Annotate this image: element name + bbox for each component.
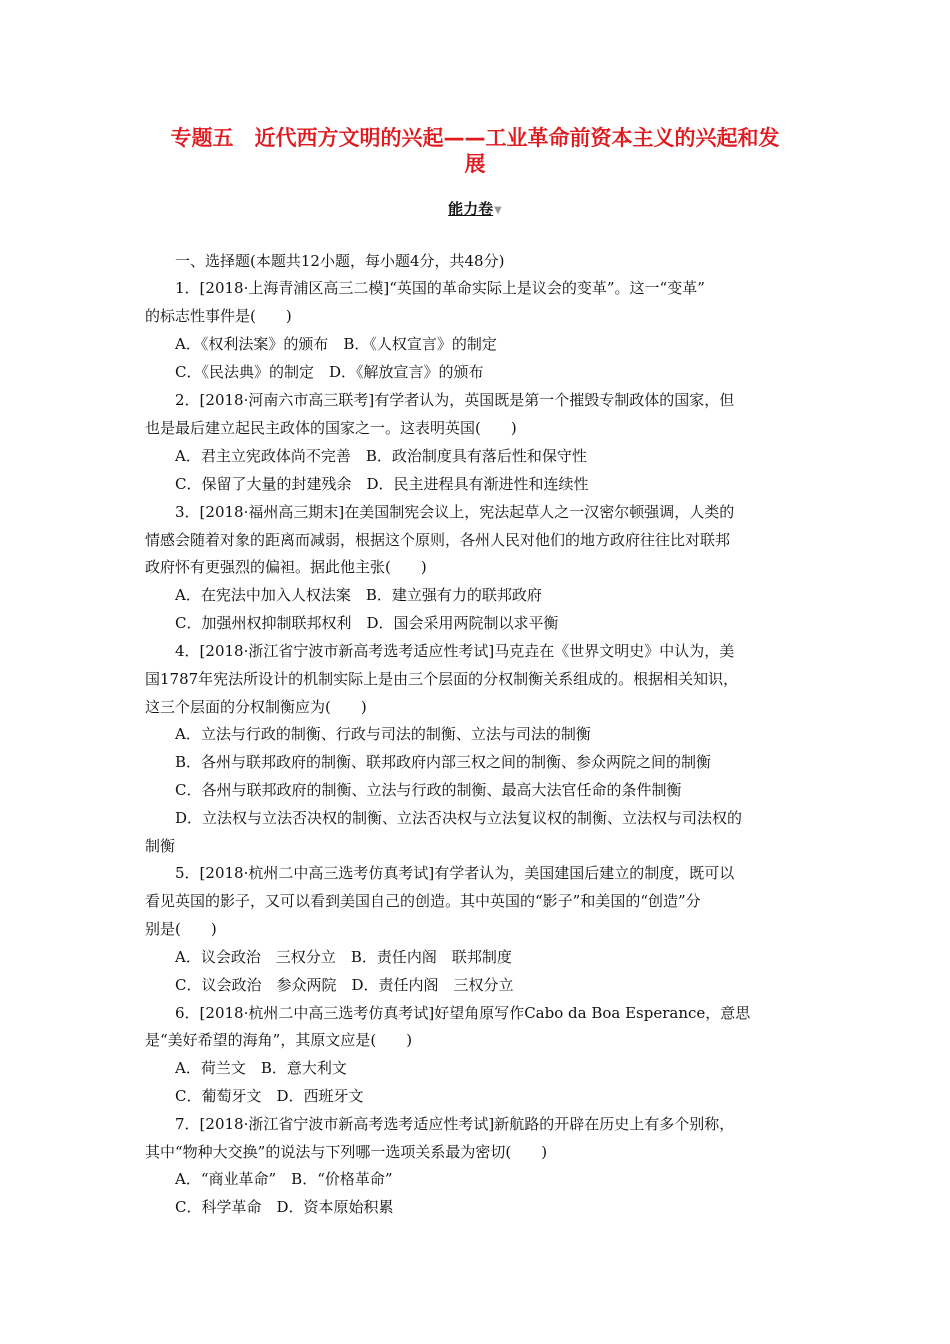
question-5-options-ab: A．议会政治 三权分立 B．责任内阁 联邦制度 xyxy=(175,948,512,966)
question-1-options-cd: C．《民法典》的制定 D．《解放宣言》的颁布 xyxy=(175,363,484,381)
subtitle-text: 能力卷 xyxy=(448,200,494,218)
section-subtitle xyxy=(0,198,950,219)
question-5-line-3: 别是( ) xyxy=(145,920,217,938)
question-4-option-d-cont: 制衡 xyxy=(145,837,176,855)
question-1-line-1: 1．[2018·上海青浦区高三二模]“英国的革命实际上是议会的变革”。这一“变革” xyxy=(175,279,705,297)
question-7-options-cd: C．科学革命 D．资本原始积累 xyxy=(175,1198,394,1216)
question-3-options-cd: C．加强州权抑制联邦权利 D．国会采用两院制以求平衡 xyxy=(175,614,559,632)
question-7-options-ab: A．“商业革命” B．“价格革命” xyxy=(175,1170,393,1188)
question-4-option-b: B．各州与联邦政府的制衡、联邦政府内部三权之间的制衡、参众两院之间的制衡 xyxy=(175,753,712,771)
question-3-line-3: 政府怀有更强烈的偏袒。据此他主张( ) xyxy=(145,558,427,576)
question-5-line-2: 看见英国的影子，又可以看到美国自己的创造。其中英国的“影子”和美国的“创造”分 xyxy=(145,892,701,910)
question-2-line-2: 也是最后建立起民主政体的国家之一。这表明英国( ) xyxy=(145,419,517,437)
question-5-line-1: 5．[2018·杭州二中高三选考仿真考试]有学者认为，美国建国后建立的制度，既可以 xyxy=(175,864,735,882)
question-5-options-cd: C．议会政治 参众两院 D．责任内阁 三权分立 xyxy=(175,976,514,994)
question-2-options-ab: A．君主立宪政体尚不完善 B．政治制度具有落后性和保守性 xyxy=(175,447,587,465)
question-3-options-ab: A．在宪法中加入人权法案 B．建立强有力的联邦政府 xyxy=(175,586,542,604)
question-6-options-ab: A．荷兰文 B．意大利文 xyxy=(175,1059,347,1077)
question-3-line-2: 情感会随着对象的距离而减弱，根据这个原则，各州人民对他们的地方政府往往比对联邦 xyxy=(145,531,731,549)
question-4-option-d: D．立法权与立法否决权的制衡、立法否决权与立法复议权的制衡、立法权与司法权的 xyxy=(175,809,743,827)
question-6-line-2: 是“美好希望的海角”，其原文应是( ) xyxy=(145,1031,413,1049)
question-7-line-1: 7．[2018·浙江省宁波市新高考选考适应性考试]新航路的开辟在历史上有多个别称， xyxy=(175,1115,735,1133)
section-heading: 一、选择题(本题共12小题，每小题4分，共48分) xyxy=(175,252,505,270)
question-2-line-1: 2．[2018·河南六市高三联考]有学者认为，英国既是第一个摧毁专制政体的国家，但 xyxy=(175,391,735,409)
question-4-option-a: A．立法与行政的制衡、行政与司法的制衡、立法与司法的制衡 xyxy=(175,725,591,743)
document-title-line-1: 专题五 近代西方文明的兴起——工业革命前资本主义的兴起和发 xyxy=(170,126,780,150)
question-3-line-1: 3．[2018·福州高三期末]在美国制宪会议上，宪法起草人之一汉密尔顿强调，人类的 xyxy=(175,503,735,521)
question-7-line-2: 其中“物种大交换”的说法与下列哪一选项关系最为密切( ) xyxy=(145,1143,548,1161)
triangle-marker-icon: ▼ xyxy=(494,205,502,216)
question-4-line-1: 4．[2018·浙江省宁波市新高考选考适应性考试]马克垚在《世界文明史》中认为，美 xyxy=(175,642,735,660)
question-6-options-cd: C．葡萄牙文 D．西班牙文 xyxy=(175,1087,364,1105)
question-6-line-1: 6．[2018·杭州二中高三选考仿真考试]好望角原写作Cabo da Boa Esperance，意思 xyxy=(175,1004,751,1022)
question-4-option-c: C．各州与联邦政府的制衡、立法与行政的制衡、最高大法官任命的条件制衡 xyxy=(175,781,682,799)
question-4-line-2: 国1787年宪法所设计的机制实际上是由三个层面的分权制衡关系组成的。根据相关知识， xyxy=(145,670,739,688)
question-4-line-3: 这三个层面的分权制衡应为( ) xyxy=(145,698,367,716)
question-2-options-cd: C．保留了大量的封建残余 D．民主进程具有渐进性和连续性 xyxy=(175,475,589,493)
question-1-options-ab: A．《权利法案》的颁布 B．《人权宣言》的制定 xyxy=(175,335,497,353)
document-title-line-2: 展 xyxy=(464,152,486,176)
question-1-line-2: 的标志性事件是( ) xyxy=(145,307,292,325)
